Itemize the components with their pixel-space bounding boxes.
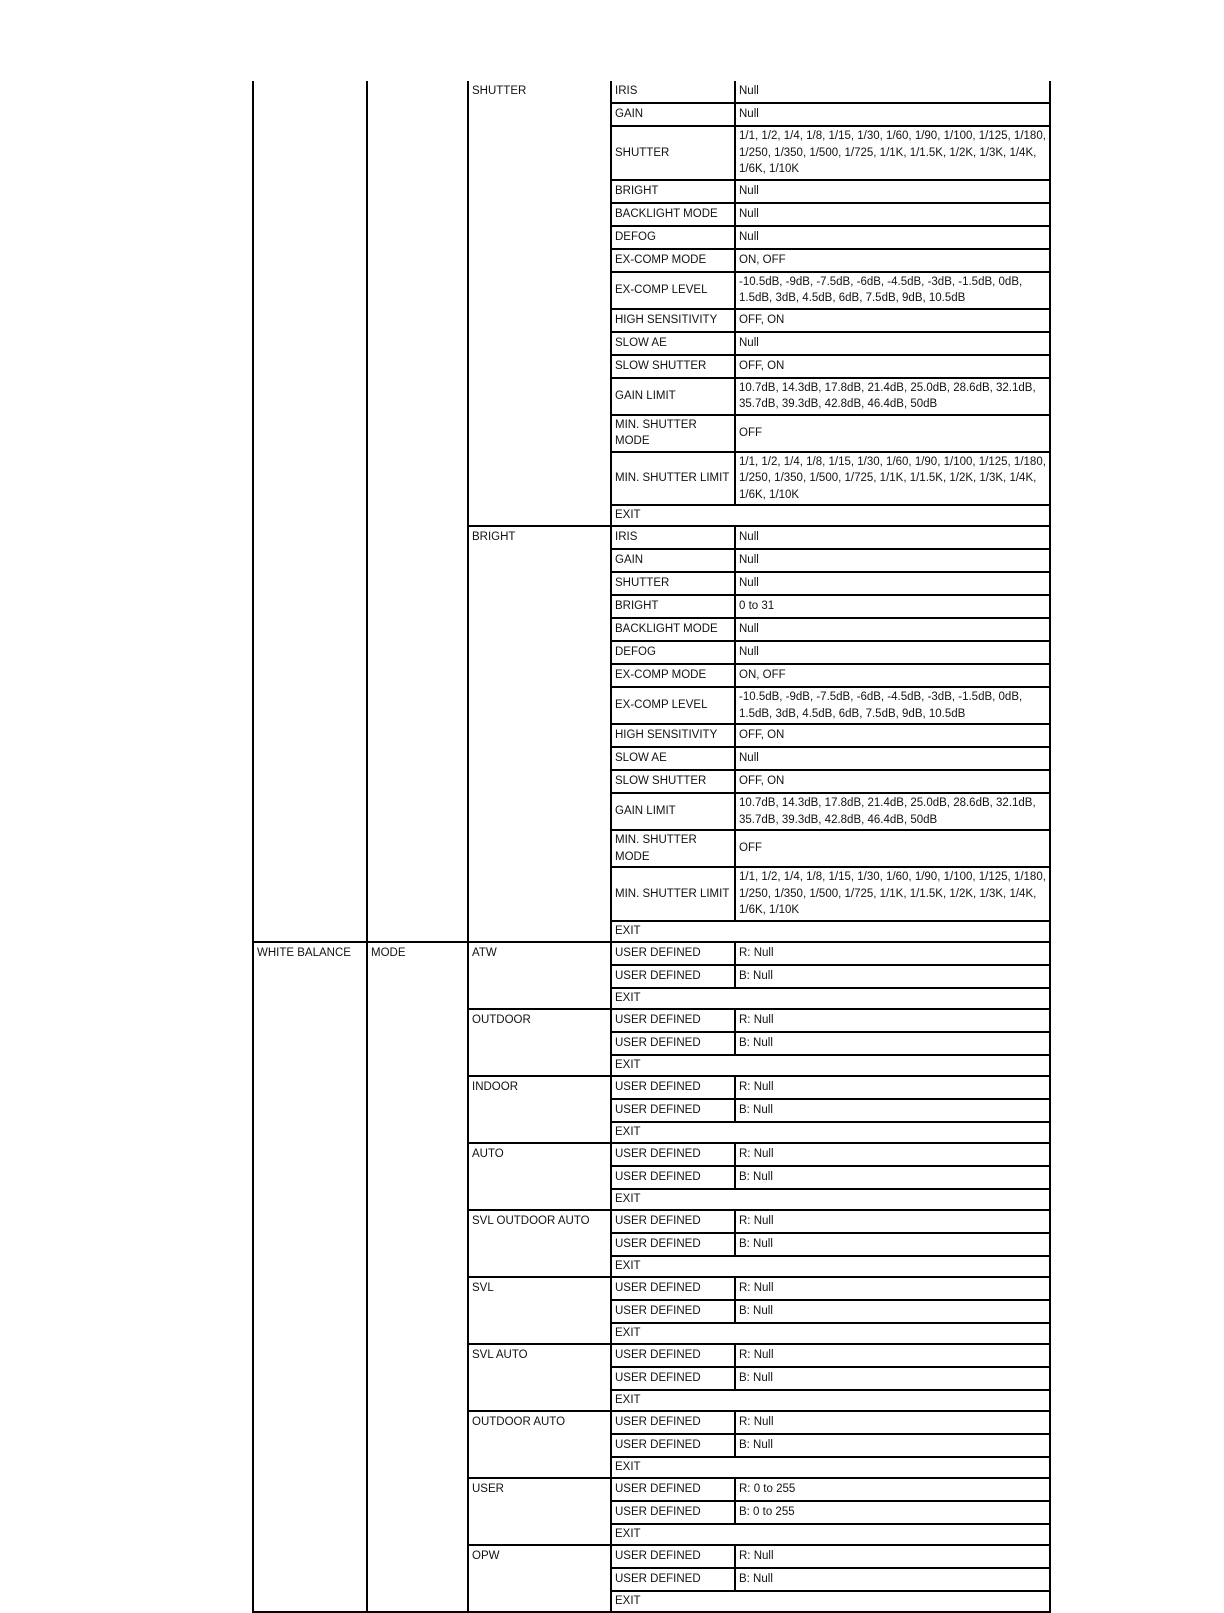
value-cell: R: Null [735, 1277, 1050, 1300]
item-cell: USER DEFINED [611, 1099, 735, 1122]
item-cell: IRIS [611, 81, 735, 103]
item-cell: USER DEFINED [611, 1032, 735, 1055]
level3-cell: OPW [468, 1545, 611, 1612]
value-cell: Null [735, 203, 1050, 226]
value-cell: Null [735, 180, 1050, 203]
item-cell: USER DEFINED [611, 1411, 735, 1434]
table-row [253, 81, 1050, 103]
item-cell: USER DEFINED [611, 1344, 735, 1367]
value-cell: ON, OFF [735, 249, 1050, 272]
value-cell: B: Null [735, 1434, 1050, 1457]
item-cell: SLOW AE [611, 747, 735, 770]
value-cell: R: Null [735, 1344, 1050, 1367]
level3-cell: SVL OUTDOOR AUTO [468, 1210, 611, 1277]
value-cell: R: Null [735, 942, 1050, 965]
item-cell: GAIN [611, 103, 735, 126]
menu-table-body [253, 81, 1050, 1612]
value-cell: Null [735, 549, 1050, 572]
value-cell: 10.7dB, 14.3dB, 17.8dB, 21.4dB, 25.0dB, 28.6dB, 32.1dB, 35.7dB, 39.3dB, 42.8dB, 46.4dB, 50dB [735, 793, 1050, 830]
item-cell: USER DEFINED [611, 942, 735, 965]
value-cell: Null [735, 103, 1050, 126]
value-cell: OFF [735, 415, 1050, 452]
level3-cell: OUTDOOR [468, 1009, 611, 1076]
exit-cell: EXIT [611, 1323, 1050, 1344]
item-cell: USER DEFINED [611, 1434, 735, 1457]
level2-cell: MODE [367, 942, 468, 1612]
item-cell: IRIS [611, 526, 735, 549]
item-cell: USER DEFINED [611, 965, 735, 988]
value-cell: 1/1, 1/2, 1/4, 1/8, 1/15, 1/30, 1/60, 1/90, 1/100, 1/125, 1/180, 1/250, 1/350, 1/500, 1/725, 1/1K, 1/1.5K, 1/2K, 1/3K, 1/4K, 1/6K, 1/10K [735, 452, 1050, 506]
item-cell: USER DEFINED [611, 1166, 735, 1189]
value-cell: B: Null [735, 1233, 1050, 1256]
item-cell: DEFOG [611, 641, 735, 664]
item-cell: GAIN [611, 549, 735, 572]
exit-cell: EXIT [611, 1055, 1050, 1076]
level3-cell: USER [468, 1478, 611, 1545]
item-cell: USER DEFINED [611, 1545, 735, 1568]
exit-cell: EXIT [611, 988, 1050, 1009]
exit-cell: EXIT [611, 1591, 1050, 1612]
level3-cell: AUTO [468, 1143, 611, 1210]
item-cell: BRIGHT [611, 180, 735, 203]
value-cell: OFF, ON [735, 770, 1050, 793]
exit-cell: EXIT [611, 1390, 1050, 1411]
value-cell: OFF, ON [735, 309, 1050, 332]
exit-cell: EXIT [611, 505, 1050, 526]
exit-cell: EXIT [611, 921, 1050, 942]
item-cell: BACKLIGHT MODE [611, 618, 735, 641]
exit-cell: EXIT [611, 1189, 1050, 1210]
value-cell: R: Null [735, 1545, 1050, 1568]
value-cell: B: Null [735, 1099, 1050, 1122]
value-cell: Null [735, 618, 1050, 641]
value-cell: OFF, ON [735, 724, 1050, 747]
exit-cell: EXIT [611, 1256, 1050, 1277]
value-cell: B: Null [735, 1300, 1050, 1323]
value-cell: R: Null [735, 1411, 1050, 1434]
item-cell: USER DEFINED [611, 1367, 735, 1390]
level3-cell: INDOOR [468, 1076, 611, 1143]
exit-cell: EXIT [611, 1122, 1050, 1143]
exit-cell: EXIT [611, 1524, 1050, 1545]
value-cell: R: Null [735, 1076, 1050, 1099]
item-cell: USER DEFINED [611, 1277, 735, 1300]
item-cell: MIN. SHUTTER MODE [611, 830, 735, 867]
level1-cell [253, 81, 367, 942]
item-cell: USER DEFINED [611, 1233, 735, 1256]
value-cell: Null [735, 526, 1050, 549]
value-cell: Null [735, 747, 1050, 770]
value-cell: R: 0 to 255 [735, 1478, 1050, 1501]
value-cell: B: 0 to 255 [735, 1501, 1050, 1524]
item-cell: HIGH SENSITIVITY [611, 724, 735, 747]
item-cell: USER DEFINED [611, 1501, 735, 1524]
exit-cell: EXIT [611, 1457, 1050, 1478]
value-cell: B: Null [735, 1367, 1050, 1390]
level3-cell: OUTDOOR AUTO [468, 1411, 611, 1478]
value-cell: Null [735, 332, 1050, 355]
item-cell: GAIN LIMIT [611, 378, 735, 415]
item-cell: BACKLIGHT MODE [611, 203, 735, 226]
value-cell: 10.7dB, 14.3dB, 17.8dB, 21.4dB, 25.0dB, 28.6dB, 32.1dB, 35.7dB, 39.3dB, 42.8dB, 46.4dB, 50dB [735, 378, 1050, 415]
item-cell: SLOW SHUTTER [611, 770, 735, 793]
value-cell: R: Null [735, 1210, 1050, 1233]
value-cell: Null [735, 641, 1050, 664]
value-cell: ON, OFF [735, 664, 1050, 687]
value-cell: Null [735, 81, 1050, 103]
item-cell: GAIN LIMIT [611, 793, 735, 830]
item-cell: USER DEFINED [611, 1143, 735, 1166]
value-cell: OFF [735, 830, 1050, 867]
value-cell: R: Null [735, 1143, 1050, 1166]
item-cell: USER DEFINED [611, 1568, 735, 1591]
item-cell: MIN. SHUTTER LIMIT [611, 867, 735, 921]
level3-cell: SVL [468, 1277, 611, 1344]
item-cell: MIN. SHUTTER LIMIT [611, 452, 735, 506]
level3-cell: BRIGHT [468, 526, 611, 942]
item-cell: SHUTTER [611, 572, 735, 595]
value-cell: B: Null [735, 1032, 1050, 1055]
level2-cell [367, 81, 468, 942]
value-cell: B: Null [735, 965, 1050, 988]
value-cell: 1/1, 1/2, 1/4, 1/8, 1/15, 1/30, 1/60, 1/90, 1/100, 1/125, 1/180, 1/250, 1/350, 1/500, 1/725, 1/1K, 1/1.5K, 1/2K, 1/3K, 1/4K, 1/6K, 1/10K [735, 126, 1050, 180]
value-cell: 0 to 31 [735, 595, 1050, 618]
level3-cell: SVL AUTO [468, 1344, 611, 1411]
item-cell: MIN. SHUTTER MODE [611, 415, 735, 452]
item-cell: EX-COMP MODE [611, 664, 735, 687]
value-cell: B: Null [735, 1568, 1050, 1591]
item-cell: DEFOG [611, 226, 735, 249]
item-cell: EX-COMP LEVEL [611, 687, 735, 724]
item-cell: USER DEFINED [611, 1009, 735, 1032]
level3-cell: SHUTTER [468, 81, 611, 526]
item-cell: SLOW AE [611, 332, 735, 355]
item-cell: SHUTTER [611, 126, 735, 180]
value-cell: Null [735, 226, 1050, 249]
menu-structure-table [252, 81, 1051, 1613]
item-cell: HIGH SENSITIVITY [611, 309, 735, 332]
value-cell: B: Null [735, 1166, 1050, 1189]
value-cell: 1/1, 1/2, 1/4, 1/8, 1/15, 1/30, 1/60, 1/90, 1/100, 1/125, 1/180, 1/250, 1/350, 1/500, 1/725, 1/1K, 1/1.5K, 1/2K, 1/3K, 1/4K, 1/6K, 1/10K [735, 867, 1050, 921]
item-cell: USER DEFINED [611, 1300, 735, 1323]
item-cell: USER DEFINED [611, 1478, 735, 1501]
item-cell: BRIGHT [611, 595, 735, 618]
value-cell: -10.5dB, -9dB, -7.5dB, -6dB, -4.5dB, -3dB, -1.5dB, 0dB, 1.5dB, 3dB, 4.5dB, 6dB, 7.5dB, 9dB, 10.5dB [735, 687, 1050, 724]
item-cell: EX-COMP MODE [611, 249, 735, 272]
value-cell: OFF, ON [735, 355, 1050, 378]
item-cell: EX-COMP LEVEL [611, 272, 735, 309]
value-cell: Null [735, 572, 1050, 595]
level1-cell: WHITE BALANCE [253, 942, 367, 1612]
table-row [253, 942, 1050, 965]
value-cell: R: Null [735, 1009, 1050, 1032]
item-cell: USER DEFINED [611, 1076, 735, 1099]
item-cell: USER DEFINED [611, 1210, 735, 1233]
level3-cell: ATW [468, 942, 611, 1009]
value-cell: -10.5dB, -9dB, -7.5dB, -6dB, -4.5dB, -3dB, -1.5dB, 0dB, 1.5dB, 3dB, 4.5dB, 6dB, 7.5dB, 9dB, 10.5dB [735, 272, 1050, 309]
item-cell: SLOW SHUTTER [611, 355, 735, 378]
